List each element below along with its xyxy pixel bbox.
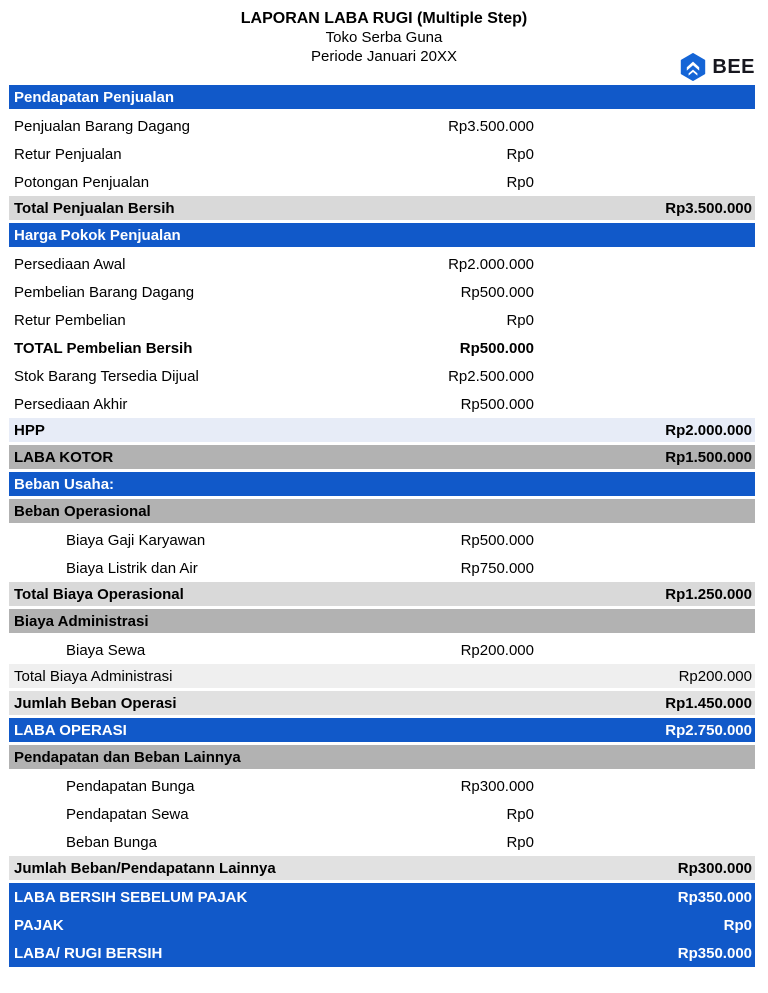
row-label: Pendapatan dan Beban Lainnya: [14, 748, 241, 766]
report-row: [9, 772, 755, 800]
bee-logo: [679, 53, 755, 81]
report-row: [9, 691, 755, 715]
row-label: Pembelian Barang Dagang: [14, 283, 195, 301]
report-row: [9, 278, 755, 306]
row-label: Pendapatan Sewa: [66, 805, 189, 823]
row-label: Retur Penjualan: [14, 145, 122, 163]
report-row: [9, 582, 755, 606]
row-amount-total: Rp350.000: [677, 944, 752, 962]
row-amount-total: Rp2.750.000: [665, 721, 752, 739]
report-row: [9, 718, 755, 742]
row-label: Persediaan Awal: [14, 255, 126, 273]
row-amount-total: Rp1.500.000: [665, 448, 752, 466]
row-amount-total: Rp2.000.000: [665, 421, 752, 439]
row-label: Total Biaya Operasional: [14, 585, 184, 603]
row-amount-mid: Rp0: [506, 833, 534, 851]
row-label: Biaya Gaji Karyawan: [66, 531, 206, 549]
row-amount-total: Rp300.000: [677, 859, 752, 877]
row-label: Pendapatan Bunga: [66, 777, 195, 795]
row-label: Total Biaya Administrasi: [14, 667, 173, 685]
report-row: [9, 140, 755, 168]
row-amount-mid: Rp3.500.000: [448, 117, 534, 135]
row-label: HPP: [14, 421, 45, 439]
row-label: Biaya Listrik dan Air: [66, 559, 198, 577]
row-amount-total: Rp1.250.000: [665, 585, 752, 603]
company-name: Toko Serba Guna: [325, 29, 443, 46]
row-amount-mid: Rp500.000: [460, 283, 534, 301]
row-amount-mid: Rp2.000.000: [448, 255, 534, 273]
row-label: LABA KOTOR: [14, 448, 114, 466]
report-row: [9, 112, 755, 140]
report-row: [9, 362, 755, 390]
row-label: Persediaan Akhir: [14, 395, 128, 413]
row-label: LABA OPERASI: [14, 721, 127, 739]
row-amount-total: Rp0: [723, 916, 752, 934]
row-label: PAJAK: [14, 916, 64, 934]
row-label: Stok Barang Tersedia Dijual: [14, 367, 199, 385]
row-amount-mid: Rp300.000: [460, 777, 534, 795]
row-label: Pendapatan Penjualan: [14, 88, 175, 106]
row-label: Jumlah Beban/Pendapatann Lainnya: [14, 859, 276, 877]
row-label: Beban Operasional: [14, 502, 151, 520]
row-label: Beban Usaha:: [14, 475, 115, 493]
row-amount-mid: Rp750.000: [460, 559, 534, 577]
row-amount-total: Rp3.500.000: [665, 199, 752, 217]
row-amount-mid: Rp2.500.000: [448, 367, 534, 385]
page-title: LAPORAN LABA RUGI (Multiple Step): [240, 10, 528, 27]
row-amount-mid: Rp500.000: [460, 395, 534, 413]
report-row: [9, 800, 755, 828]
bee-logo-text: BEE: [712, 55, 755, 78]
report-period: Periode Januari 20XX: [311, 48, 457, 65]
row-label: Jumlah Beban Operasi: [14, 694, 177, 712]
row-amount-mid: Rp500.000: [459, 339, 534, 357]
report-row: [9, 883, 755, 911]
report-row: [9, 499, 755, 523]
report-row: [9, 168, 755, 196]
row-label: Biaya Sewa: [66, 641, 146, 659]
row-amount-total: Rp350.000: [677, 888, 752, 906]
report-row: [9, 85, 755, 109]
income-statement-table: [9, 85, 755, 967]
report-row: [9, 526, 755, 554]
row-amount-total: Rp200.000: [678, 667, 752, 685]
report-row: [9, 636, 755, 664]
report-row: [9, 472, 755, 496]
report-row: [9, 418, 755, 442]
row-label: Beban Bunga: [66, 833, 157, 851]
row-amount-mid: Rp0: [506, 805, 534, 823]
row-label: Harga Pokok Penjualan: [14, 226, 181, 244]
report-row: [9, 223, 755, 247]
report-row: [9, 609, 755, 633]
report-row: [9, 196, 755, 220]
row-amount-mid: Rp500.000: [460, 531, 534, 549]
row-label: Penjualan Barang Dagang: [14, 117, 190, 135]
row-label: LABA/ RUGI BERSIH: [14, 944, 163, 962]
report-row: [9, 250, 755, 278]
row-label: Biaya Administrasi: [14, 612, 149, 630]
document-header: [0, 0, 768, 66]
row-amount-mid: Rp0: [506, 173, 534, 191]
report-row: [9, 554, 755, 582]
report-row: [9, 856, 755, 880]
bee-hexagon-icon: [679, 53, 707, 81]
row-amount-mid: Rp0: [506, 145, 534, 163]
row-label: LABA BERSIH SEBELUM PAJAK: [14, 888, 248, 906]
report-row: [9, 828, 755, 856]
row-label: Potongan Penjualan: [14, 173, 150, 191]
row-amount-mid: Rp0: [506, 311, 534, 329]
report-row: [9, 445, 755, 469]
row-amount-mid: Rp200.000: [460, 641, 534, 659]
report-row: [9, 911, 755, 939]
report-row: [9, 745, 755, 769]
row-amount-total: Rp1.450.000: [665, 694, 752, 712]
report-row: [9, 334, 755, 362]
report-row: [9, 390, 755, 418]
report-row: [9, 664, 755, 688]
row-label: Total Penjualan Bersih: [14, 199, 175, 217]
row-label: Retur Pembelian: [14, 311, 126, 329]
row-label: TOTAL Pembelian Bersih: [14, 339, 193, 357]
report-row: [9, 306, 755, 334]
report-row: [9, 939, 755, 967]
